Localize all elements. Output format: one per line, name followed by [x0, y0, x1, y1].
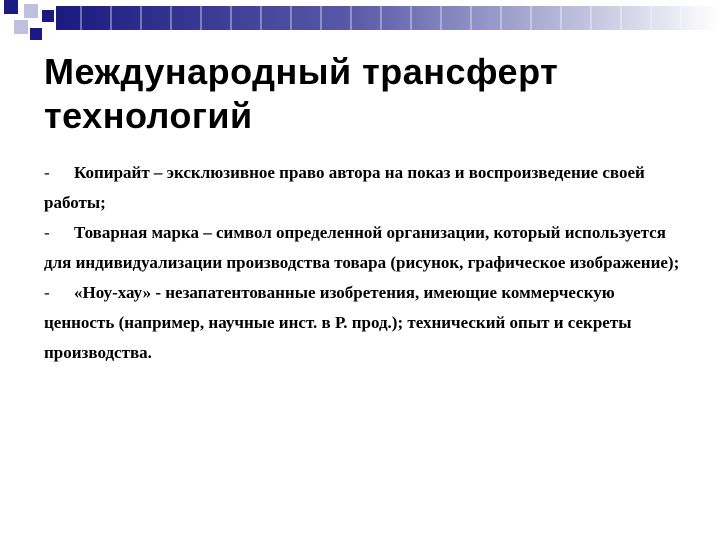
bullet-list	[44, 158, 684, 368]
bullet-dash: -	[44, 223, 50, 242]
list-item-text: Копирайт – эксклюзивное право автора на показ и воспроизведение своей работы;	[44, 163, 645, 212]
list-item-text: «Ноу-хау» - незапатентованные изобретения, имеющие коммерческую ценность (например, научные инст. в Р. прод.); технический опыт и секреты производства.	[44, 283, 632, 362]
title-line-1: Международный трансферт	[44, 51, 559, 92]
bullet-dash: -	[44, 163, 50, 182]
square-decoration-icon	[4, 0, 54, 40]
title-line-2: технологий	[44, 95, 253, 136]
bullet-dash: -	[44, 283, 50, 302]
header-decoration	[0, 0, 720, 50]
list-item	[44, 218, 684, 278]
list-item	[44, 158, 684, 218]
list-item-text: Товарная марка – символ определенной организации, который используется для индивидуализации производства товара (рисунок, графическое изображение);	[44, 223, 680, 272]
gradient-band-stripes	[80, 6, 682, 30]
page-title	[44, 50, 684, 138]
list-item	[44, 278, 684, 368]
